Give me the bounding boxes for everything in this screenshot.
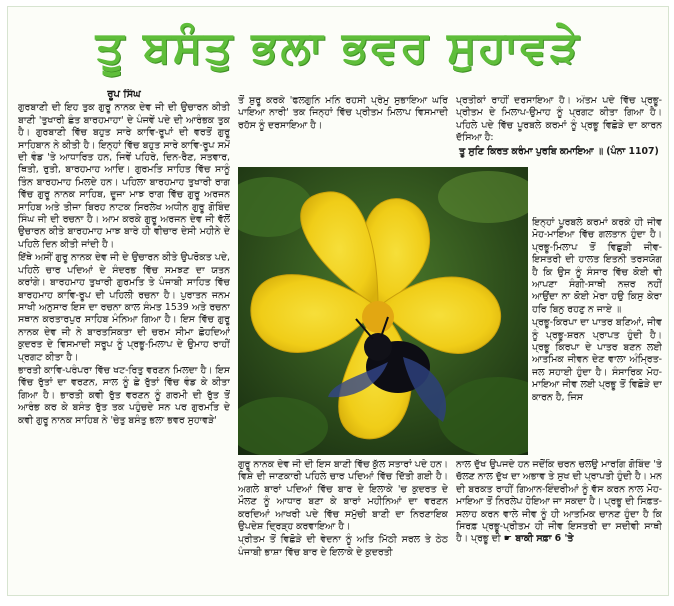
paragraph: ਤੋਂ ਸ਼ੁਰੂ ਕਰਕੇ 'ਫਲਗੁਨਿ ਮਨਿ ਰਹਸੀ ਪ੍ਰੇਮੁ ਸੁਭਾਇਆ ਘਰਿ ਪਾਇਆ ਨਾਰੀ' ਤਕ ਜਿਨ੍ਹਾਂ ਵਿੱਚ ਪ੍ਰੀਤਮ ਮਿਲਾਪ ਵਿਸਮਾਦੀ ਰਹੱਸ ਨੂੰ ਦਰਸਾਇਆ ਹੈ। [238, 95, 448, 131]
article-column-2-top [238, 95, 448, 165]
paragraph: ਭਾਰਤੀ ਕਾਵਿ-ਪਰੰਪਰਾ ਵਿੱਚ ਖਟ-ਰਿਤੁ ਵਰਣਨ ਮਿਲਦਾ ਹੈ। ਇਸ ਵਿੱਚ ਰੁੱਤਾਂ ਦਾ ਵਰਣਨ, ਸਾਲ ਨੂੰ ਛੇ ਰੁੱਤਾਂ ਵਿੱਚ ਵੰਡ ਕੇ ਕੀਤਾ ਗਿਆ ਹੈ। ਭਾਰਤੀ ਕਵੀ ਰੁੱਤ ਵਰਣਨ ਨੂੰ ਗਰਮੀ ਦੀ ਰੁੱਤ ਤੋਂ ਆਰੰਭ ਕਰ ਕੇ ਬਸੰਤ ਰੁੱਤ ਤਕ ਪਹੁੰਚਦੇ ਸਨ ਪਰ ਗੁਰਮਤਿ ਦੇ ਕਵੀ ਗੁਰੂ ਨਾਨਕ ਸਾਹਿਬ ਨੇ 'ਚੇਤੁ ਬਸੰਤੁ ਭਲਾ ਭਵਰ ਸੁਹਾਵੜੇ' [18, 364, 230, 426]
paragraph: ਪ੍ਰਭੂ-ਕਿਰਪਾ ਦਾ ਪਾਤਰ ਬਣਿਆਂ, ਜੀਵ ਨੂੰ ਪ੍ਰਭੂ-ਸ਼ਰਨ ਪ੍ਰਾਪਤ ਹੁੰਦੀ ਹੈ। ਪ੍ਰਭੂ ਕਿਰਪਾ ਦੇ ਪਾਤਰ ਬਣਨ ਲਈ ਆਤਮਿਕ ਜੀਵਨ ਦੇਣ ਵਾਲਾ ਅੰਮ੍ਰਿਤ-ਜਲ ਸਹਾਈ ਹੁੰਦਾ ਹੈ। ਸੰਸਾਰਿਕ ਮੋਹ-ਮਾਇਆ ਜੀਵ ਲਈ ਪ੍ਰਭੂ ਤੋਂ ਵਿਛੋੜੇ ਦਾ ਕਾਰਨ ਹੈ, ਜਿਸ [532, 317, 662, 403]
article-column-1 [18, 89, 230, 589]
article-column-3-side [532, 217, 662, 455]
paragraph: ਗੁਰੂ ਨਾਨਕ ਦੇਵ ਜੀ ਦੀ ਇਸ ਬਾਣੀ ਵਿੱਚ ਕੁੱਲ ਸਤਾਰਾਂ ਪਦੇ ਹਨ। ਵਿਸ਼ੇ ਦੀ ਜਾਣਕਾਰੀ ਪਹਿਲੇ ਚਾਰ ਪਦਿਆਂ ਵਿੱਚ ਦਿੱਤੀ ਗਈ ਹੈ। ਅਗਲੇ ਬਾਰਾਂ ਪਦਿਆਂ ਵਿੱਚ ਬਾਰ ਦੇ ਇਲਾਕੇ 'ਚ ਕੁਦਰਤ ਦੇ ਮੌਲਣ ਨੂੰ ਆਧਾਰ ਬਣਾ ਕੇ ਬਾਰਾਂ ਮਹੀਨਿਆਂ ਦਾ ਵਰਣਨ ਕਰਦਿਆਂ ਆਖਰੀ ਪਦੇ ਵਿੱਚ ਸਮੁੱਚੀ ਬਾਣੀ ਦਾ ਨਿਰਣਾਇਕ ਉਪਦੇਸ਼ ਦ੍ਰਿੜ੍ਹ ਕਰਵਾਇਆ ਹੈ। [238, 459, 448, 533]
headline: ਤੂ ਬਸੰਤੁ ਭਲਾ ਭਵਰ ਸੁਹਾਵੜੇ [95, 21, 581, 73]
paragraph: ਇੱਥੇ ਅਸੀਂ ਗੁਰੂ ਨਾਨਕ ਦੇਵ ਜੀ ਦੇ ਉਚਾਰਨ ਕੀਤੇ ਉਪਰੋਕਤ ਪਦੇ, ਪਹਿਲੇ ਚਾਰ ਪਦਿਆਂ ਦੇ ਸੰਦਰਭ ਵਿੱਚ ਸਮਝਣ ਦਾ ਯਤਨ ਕਰਾਂਗੇ। ਬਾਰਹਮਾਹ ਤੁਖਾਰੀ ਗੁਰਮਤਿ ਤੇ ਪੰਜਾਬੀ ਸਾਹਿਤ ਵਿੱਚ ਬਾਰਹਮਾਹ ਕਾਵਿ-ਰੂਪ ਦੀ ਪਹਿਲੀ ਰਚਨਾ ਹੈ। ਪੁਰਾਤਨ ਜਨਮ ਸਾਖੀ ਅਨੁਸਾਰ ਇਸ ਦਾ ਰਚਨਾ ਕਾਲ ਸੰਮਤ 1539 ਅਤੇ ਰਚਨਾ ਸਥਾਨ ਕਰਤਾਰਪੁਰ ਸਾਹਿਬ ਮੰਨਿਆ ਗਿਆ ਹੈ। ਇਸ ਵਿੱਚ ਗੁਰੂ ਨਾਨਕ ਦੇਵ ਜੀ ਨੇ ਬਾਰਤਸਿਕਤਾ ਦੀ ਚਰਮ ਸੀਮਾ ਛੋਹਦਿਆਂ ਕੁਦਰਤ ਦੇ ਵਿਸਮਾਦੀ ਸਰੂਪ ਨੂੰ ਪ੍ਰਭੂ-ਮਿਲਾਪ ਦੇ ਉਮਾਹ ਰਾਹੀਂ ਪ੍ਰਗਟ ਕੀਤਾ ਹੈ। [18, 252, 230, 363]
continued-marker: ☛ ਬਾਕੀ ਸਫ਼ਾ 6 'ਤੇ [503, 533, 574, 545]
article-column-3-bottom [456, 459, 662, 591]
paragraph: ਇਨ੍ਹਾਂ ਪੂਰਬਲੇ ਕਰਮਾਂ ਕਰਕੇ ਹੀ ਜੀਵ ਮੋਹ-ਮਾਇਆ ਵਿੱਚ ਗਲਤਾਨ ਹੁੰਦਾ ਹੈ। ਪ੍ਰਭੂ-ਮਿਲਾਪ ਤੋਂ ਵਿਛੁੜੀ ਜੀਵ-ਇਸਤਰੀ ਦੀ ਹਾਲਤ ਇਤਨੀ ਤਰਸਯੋਗ ਹੈ ਕਿ ਉਸ ਨੂੰ ਸੰਸਾਰ ਵਿੱਚ ਕੋਈ ਵੀ ਆਪਣਾ ਸੰਗੀ-ਸਾਥੀ ਨਜ਼ਰ ਨਹੀਂ ਆਉਂਦਾ ਨਾ ਕੋਈ ਮੇਰਾ ਹਉ ਕਿਸੁ ਕੇਰਾ ਹਰਿ ਬਿਨੁ ਰਹਣੁ ਨ ਜਾਏ ॥ [532, 217, 662, 315]
newspaper-page [7, 6, 669, 596]
byline: ਰੂਪ ਸਿੰਘ [107, 89, 141, 100]
paragraph: ਪ੍ਰੀਤਮ ਤੋਂ ਵਿਛੋੜੇ ਦੀ ਵੇਦਨਾ ਨੂੰ ਅਤਿ ਮਿੱਠੀ ਸਰਲ ਤੇ ਠੇਠ ਪੰਜਾਬੀ ਭਾਸ਼ਾ ਵਿੱਚ ਬਾਰ ਦੇ ਇਲਾਕੇ ਦੇ ਕੁਦਰਤੀ [238, 534, 448, 558]
paragraph [456, 459, 662, 546]
paragraph: ਪ੍ਰਤੀਕਾਂ ਰਾਹੀਂ ਦਰਸਾਇਆ ਹੈ। ਅੰਤਮ ਪਦੇ ਵਿੱਚ ਪ੍ਰਭੂ-ਪ੍ਰੀਤਮ ਦੇ ਮਿਲਾਪ-ਉਮਾਹ ਨੂੰ ਪ੍ਰਗਟ ਕੀਤਾ ਗਿਆ ਹੈ। ਪਹਿਲੇ ਪਦੇ ਵਿੱਚ ਪੂਰਬਲੇ ਕਰਮਾਂ ਨੂੰ ਪ੍ਰਭੂ ਵਿਛੋੜੇ ਦਾ ਕਾਰਨ ਦੱਸਿਆ ਹੈ: [456, 95, 662, 144]
verse-quote: ਤੂ ਸੁਣਿ ਕਿਰਤ ਕਰੰਮਾ ਪੁਰਬਿ ਕਮਾਇਆ ॥ (ਪੰਨਾ 1107) [459, 145, 659, 157]
flower-bee-illustration [238, 167, 528, 455]
flower-photo [238, 167, 528, 455]
paragraph-text: ਨਾਲ ਦੁੱਖ ਉਪਜਦੇ ਹਨ ਜਦੋਂਕਿ ਚਰਨ ਚਲਉ ਮਾਰਗਿ ਗੋਬਿੰਦ 'ਤੇ ਚੱਲਣ ਨਾਲ ਦੁੱਖ ਦਾ ਅਭਾਵ ਤੇ ਸੁਖ ਦੀ ਪ੍ਰਾਪਤੀ ਹੁੰਦੀ ਹੈ। ਮਨ ਦੀ ਬਰਕਤ ਰਾਹੀਂ ਗਿਆਨ-ਇੰਦਰੀਆਂ ਨੂੰ ਵੱਸ ਕਰਨ ਨਾਲ ਮੋਹ-ਮਾਇਆ ਤੋਂ ਨਿਰਲੇਪ ਹੋਇਆ ਜਾ ਸਕਦਾ ਹੈ। ਪ੍ਰਭੂ ਦੀ ਸਿਫ਼ਤ-ਸਲਾਹ ਕਰਨ ਵਾਲੇ ਜੀਵ ਨੂੰ ਹੀ ਆਤਮਿਕ ਚਾਨਣ ਹੁੰਦਾ ਹੈ ਕਿ ਸਿਰਫ਼ ਪ੍ਰਭੂ-ਪ੍ਰੀਤਮ ਹੀ ਜੀਵ ਇਸਤਰੀ ਦਾ ਸਦੀਵੀ ਸਾਥੀ ਹੈ। ਪ੍ਰਭੂ ਦੀ [456, 459, 662, 545]
paragraph: ਗੁਰਬਾਣੀ ਦੀ ਇਹ ਤੁਕ ਗੁਰੂ ਨਾਨਕ ਦੇਵ ਜੀ ਦੀ ਉਚਾਰਨ ਕੀਤੀ ਬਾਣੀ 'ਤੁਖਾਰੀ ਛੰਤ ਬਾਰਹਮਾਹਾ' ਦੇ ਪੰਜਵੇਂ ਪਦੇ ਦੀ ਆਰੰਭਕ ਤੁਕ ਹੈ। ਗੁਰਬਾਣੀ ਵਿੱਚ ਬਹੁਤ ਸਾਰੇ ਕਾਵਿ-ਰੂਪਾਂ ਦੀ ਵਰਤੋਂ ਗੁਰੂ ਸਾਹਿਬਾਨ ਨੇ ਕੀਤੀ ਹੈ। ਇਨ੍ਹਾਂ ਵਿੱਚ ਬਹੁਤ ਸਾਰੇ ਕਾਵਿ-ਰੂਪ ਸਮੇਂ ਦੀ ਵੰਡ 'ਤੇ ਆਧਾਰਿਤ ਹਨ, ਜਿਵੇਂ ਪਹਿਰੇ, ਦਿਨ-ਰੈਣ, ਸਤਵਾਰ, ਥਿਤੀ, ਰੁਤੀ, ਬਾਰਹਮਾਹ ਆਦਿ। ਗੁਰਮਤਿ ਸਾਹਿਤ ਵਿੱਚ ਸਾਨੂੰ ਤਿੰਨ ਬਾਰਹਮਾਹ ਮਿਲਦੇ ਹਨ। ਪਹਿਲਾ ਬਾਰਹਮਾਹ ਤੁਖਾਰੀ ਰਾਗ ਵਿੱਚ ਗੁਰੂ ਨਾਨਕ ਸਾਹਿਬ, ਦੂਜਾ ਮਾਝ ਰਾਗ ਵਿੱਚ ਗੁਰੂ ਅਰਜਨ ਸਾਹਿਬ ਅਤੇ ਤੀਜਾ ਬਿਰਹ ਨਾਟਕ ਸਿਰਲੇਖ ਅਧੀਨ ਗੁਰੂ ਗੋਬਿੰਦ ਸਿੰਘ ਜੀ ਦੀ ਰਚਨਾ ਹੈ। ਆਮ ਕਰਕੇ ਗੁਰੂ ਅਰਜਨ ਦੇਵ ਜੀ ਵੱਲੋਂ ਉਚਾਰਨ ਕੀਤੇ ਬਾਰਹਮਾਹ ਮਾਝ ਬਾਰੇ ਹੀ ਵੀਚਾਰ ਦੇਸੀ ਮਹੀਨੇ ਦੇ ਪਹਿਲੇ ਦਿਨ ਕੀਤੀ ਜਾਂਦੀ ਹੈ। [18, 102, 230, 250]
article-column-2-bottom [238, 459, 448, 591]
